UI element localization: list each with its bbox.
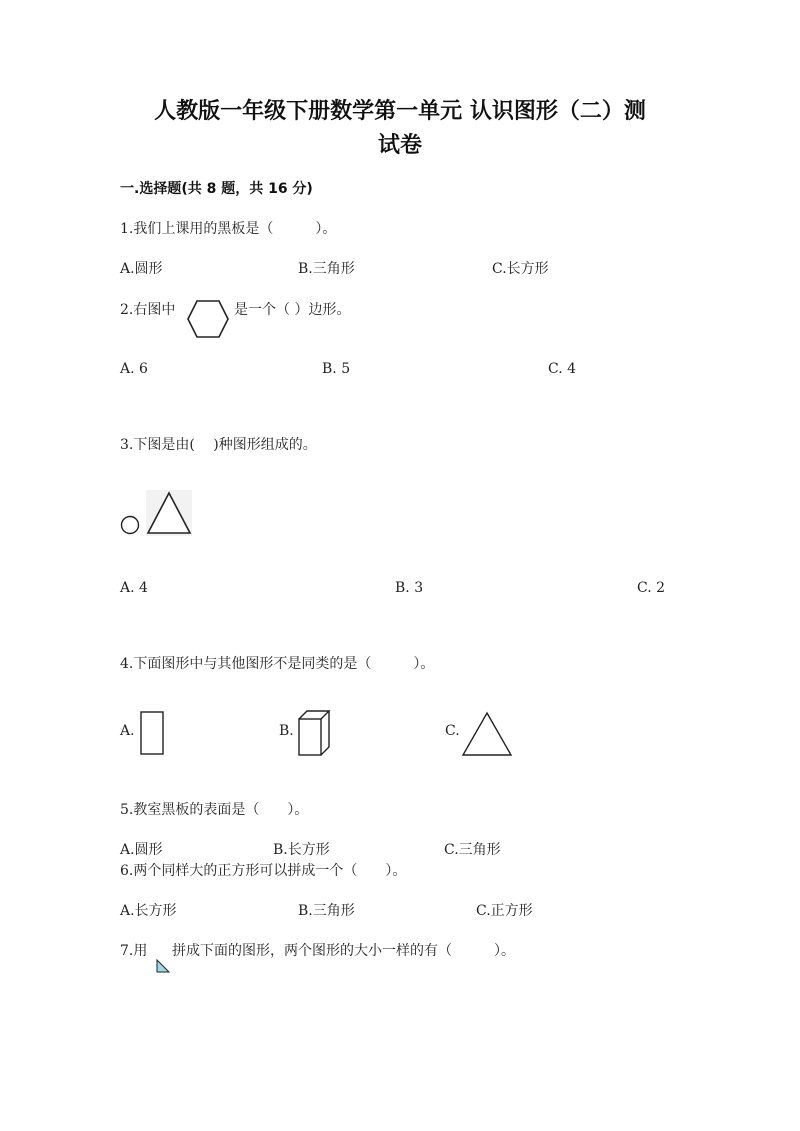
question-5-option-b: B.长方形: [273, 842, 330, 858]
circle-icon: [122, 517, 139, 534]
question-2-option-a: A. 6: [120, 361, 148, 377]
question-5-stem: 5.教室黑板的表面是（ ）。: [120, 802, 309, 818]
question-6-stem: 6.两个同样大的正方形可以拼成一个（ ）。: [120, 863, 407, 879]
question-6-option-a: A.长方形: [120, 903, 177, 919]
question-3-figure: [120, 490, 194, 538]
cuboid-icon: [296, 708, 332, 758]
question-6-option-b: B.三角形: [298, 903, 355, 919]
page-title: 人教版一年级下册数学第一单元 认识图形（二）测: [154, 99, 646, 124]
question-1-stem: 1.我们上课用的黑板是（ ）。: [120, 221, 337, 237]
question-1-option-c: C.长方形: [492, 261, 549, 277]
question-7-stem-end: 拼成下面的图形，两个图形的大小一样的有（ ）。: [172, 943, 515, 959]
rectangle-icon: [138, 710, 166, 756]
triangle-icon: [460, 710, 514, 758]
question-3-option-c: C. 2: [637, 580, 666, 596]
question-5-option-a: A.圆形: [120, 842, 163, 858]
question-2-option-b: B. 5: [322, 361, 351, 377]
page-title-continued: 试卷: [377, 133, 422, 158]
question-4-option-c: C.: [445, 723, 460, 739]
question-2-option-c: C. 4: [548, 361, 577, 377]
question-1-option-a: A.圆形: [120, 261, 163, 277]
question-2-stem-end: 是一个（ ）边形。: [234, 302, 351, 318]
question-3-option-b: B. 3: [395, 580, 424, 596]
section-heading: 一.选择题(共 8 题，共 16 分): [120, 181, 313, 197]
question-1-option-b: B.三角形: [298, 261, 355, 277]
question-5-option-c: C.三角形: [444, 842, 501, 858]
question-4-option-a: A.: [120, 723, 135, 739]
question-4-stem: 4.下面图形中与其他图形不是同类的是（ ）。: [120, 656, 435, 672]
question-3-option-a: A. 4: [120, 580, 148, 596]
question-4-option-b: B.: [279, 723, 294, 739]
question-6-option-c: C.正方形: [476, 903, 533, 919]
question-3-stem: 3.下图是由( )种图形组成的。: [120, 437, 317, 453]
hexagon-icon: [186, 298, 230, 340]
question-2-stem-start: 2.右图中: [120, 302, 176, 318]
question-7-stem-start: 7.用: [120, 943, 148, 959]
right-triangle-icon: [155, 958, 171, 974]
